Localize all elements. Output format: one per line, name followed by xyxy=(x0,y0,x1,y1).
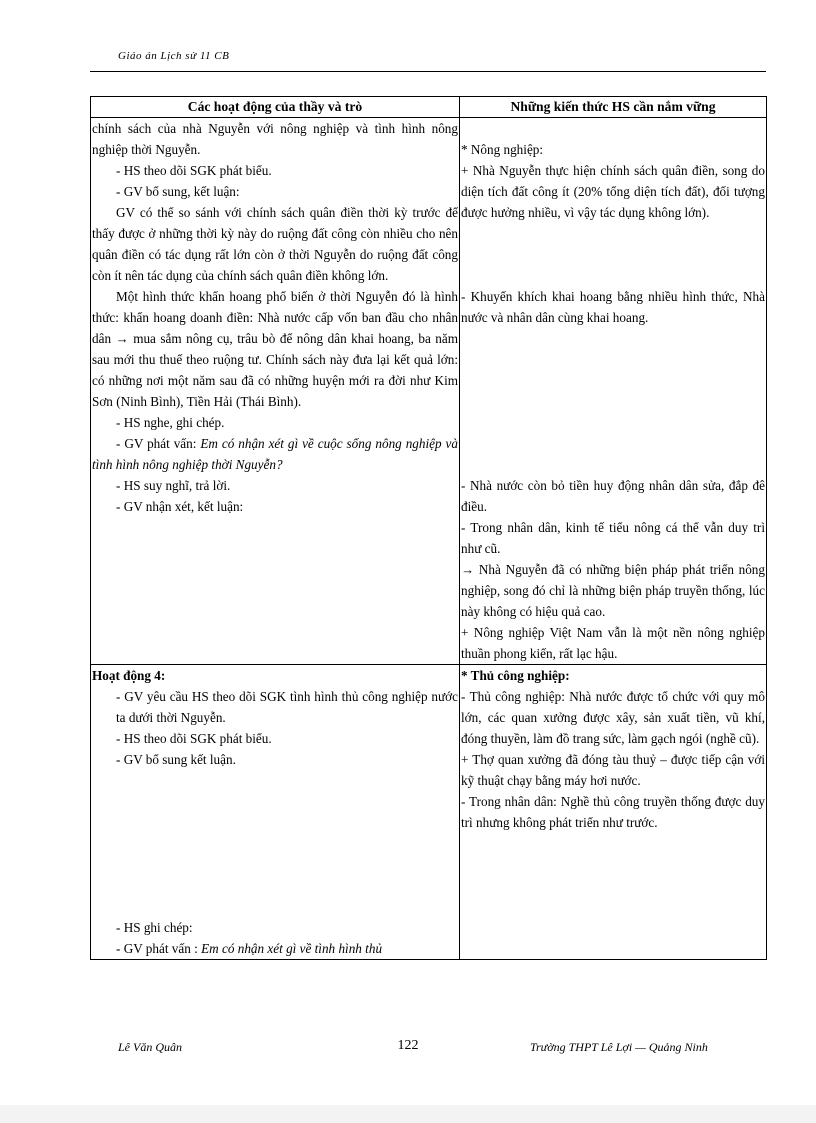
paragraph: → Nhà Nguyễn đã có những biện pháp phát triển nông nghiệp, song đó chỉ là những biện pháp truyền thống, lúc này không có hiệu quả cao. xyxy=(461,562,765,619)
paragraph: * Nông nghiệp: xyxy=(461,142,544,157)
paragraph: - HS suy nghĩ, trả lời. xyxy=(116,478,231,493)
paragraph: - GV nhận xét, kết luận: xyxy=(116,499,244,514)
section-heading: * Thủ công nghiệp: xyxy=(461,668,570,683)
paragraph: - HS ghi chép: xyxy=(116,920,193,935)
paragraph: chính sách của nhà Nguyễn với nông nghiệp và tình hình nông nghiệp thời Nguyễn. xyxy=(92,121,458,157)
table-row-agriculture xyxy=(91,118,767,665)
footer-school: Trường THPT Lê Lợi — Quảng Ninh xyxy=(530,1040,708,1054)
lesson-table xyxy=(90,96,767,960)
activity-heading: Hoạt động 4: xyxy=(92,668,166,683)
page-number: 122 xyxy=(397,1038,419,1053)
paragraph: - GV yêu cầu HS theo dõi SGK tình hình thủ công nghiệp nước ta dưới thời Nguyễn. xyxy=(116,689,458,725)
paragraph: - Trong nhân dân, kinh tế tiểu nông cá thể vẫn duy trì như cũ. xyxy=(461,520,765,556)
question-paragraph xyxy=(92,938,458,959)
paragraph: - HS theo dõi SGK phát biểu. xyxy=(116,163,272,178)
page-bottom-band xyxy=(0,1105,816,1123)
knowledge-cell xyxy=(460,118,767,665)
page-header: Giáo án Lịch sử 11 CB xyxy=(118,50,230,62)
paragraph: + Thợ quan xưởng đã đóng tàu thuỷ – được tiếp cận với kỹ thuật chạy bằng máy hơi nước. xyxy=(461,752,765,788)
knowledge-cell xyxy=(460,665,767,960)
col-activities-title: Các hoạt động của thầy và trò xyxy=(91,97,460,118)
paragraph: - Nhà nước còn bỏ tiền huy động nhân dân sửa, đắp đê điều. xyxy=(461,478,765,514)
paragraph: + Nông nghiệp Việt Nam vẫn là một nền nông nghiệp thuần phong kiến, rất lạc hậu. xyxy=(461,625,765,661)
paragraph: - HS theo dõi SGK phát biểu. xyxy=(116,731,272,746)
paragraph: - GV bổ sung kết luận. xyxy=(116,752,236,767)
question-paragraph xyxy=(92,433,458,475)
footer-author: Lê Văn Quân xyxy=(118,1040,182,1054)
question-text: Em có nhận xét gì về tình hình thủ xyxy=(201,941,383,956)
question-text: Em có nhận xét gì về cuộc sống nông nghiệp và tình hình nông nghiệp thời Nguyễn? xyxy=(92,436,458,472)
col-knowledge-title: Những kiến thức HS cần nắm vững xyxy=(460,97,767,118)
paragraph: - GV bổ sung, kết luận: xyxy=(116,184,240,199)
header-rule xyxy=(90,71,766,72)
paragraph: GV có thể so sánh với chính sách quân điền thời kỳ trước để thấy được ở những thời kỳ này do ruộng đất công còn nhiều cho nên quân điền có tác dụng rất lớn còn ở thời Nguyễn do ruộng đất công còn ít nên tác dụng của chính sách quân điền không lớn. xyxy=(92,205,458,283)
paragraph: - Thủ công nghiệp: Nhà nước được tổ chức với quy mô lớn, các quan xưởng được xây, sản xuất tiền, vũ khí, đóng thuyền, làm đồ trang sức, làm gạch ngói (nghề cũ). xyxy=(461,689,765,746)
paragraph: - Trong nhân dân: Nghề thủ công truyền thống được duy trì nhưng không phát triển như trước. xyxy=(461,794,765,830)
table-row-handicraft xyxy=(91,665,767,960)
table-header-row xyxy=(91,97,767,118)
paragraph: Một hình thức khẩn hoang phổ biến ở thời Nguyễn đó là hình thức: khẩn hoang doanh điền: Nhà nước cấp vốn ban đầu cho nhân dân → mua sắm nông cụ, trâu bò để nông dân khai hoang, ba năm sau mới thu thuế theo ruộng tư. Chính sách này đưa lại kết quả lớn: có những nơi một năm sau đã có những huyện mới ra đời như Kim Sơn (Ninh Bình), Tiền Hải (Thái Bình). xyxy=(92,289,458,409)
activities-cell xyxy=(91,118,460,665)
question-lead: - GV phát vấn: xyxy=(116,436,197,451)
paragraph: - Khuyến khích khai hoang bằng nhiều hình thức, Nhà nước và nhân dân cùng khai hoang. xyxy=(461,289,765,325)
question-lead: - GV phát vấn : xyxy=(116,941,198,956)
paragraph: + Nhà Nguyễn thực hiện chính sách quân điền, song do diện tích đất công ít (20% tổng diện tích đất), đối tượng được hưởng nhiều, vì vậy tác dụng không lớn). xyxy=(461,163,765,220)
paragraph: - HS nghe, ghi chép. xyxy=(116,415,225,430)
activities-cell xyxy=(91,665,460,960)
